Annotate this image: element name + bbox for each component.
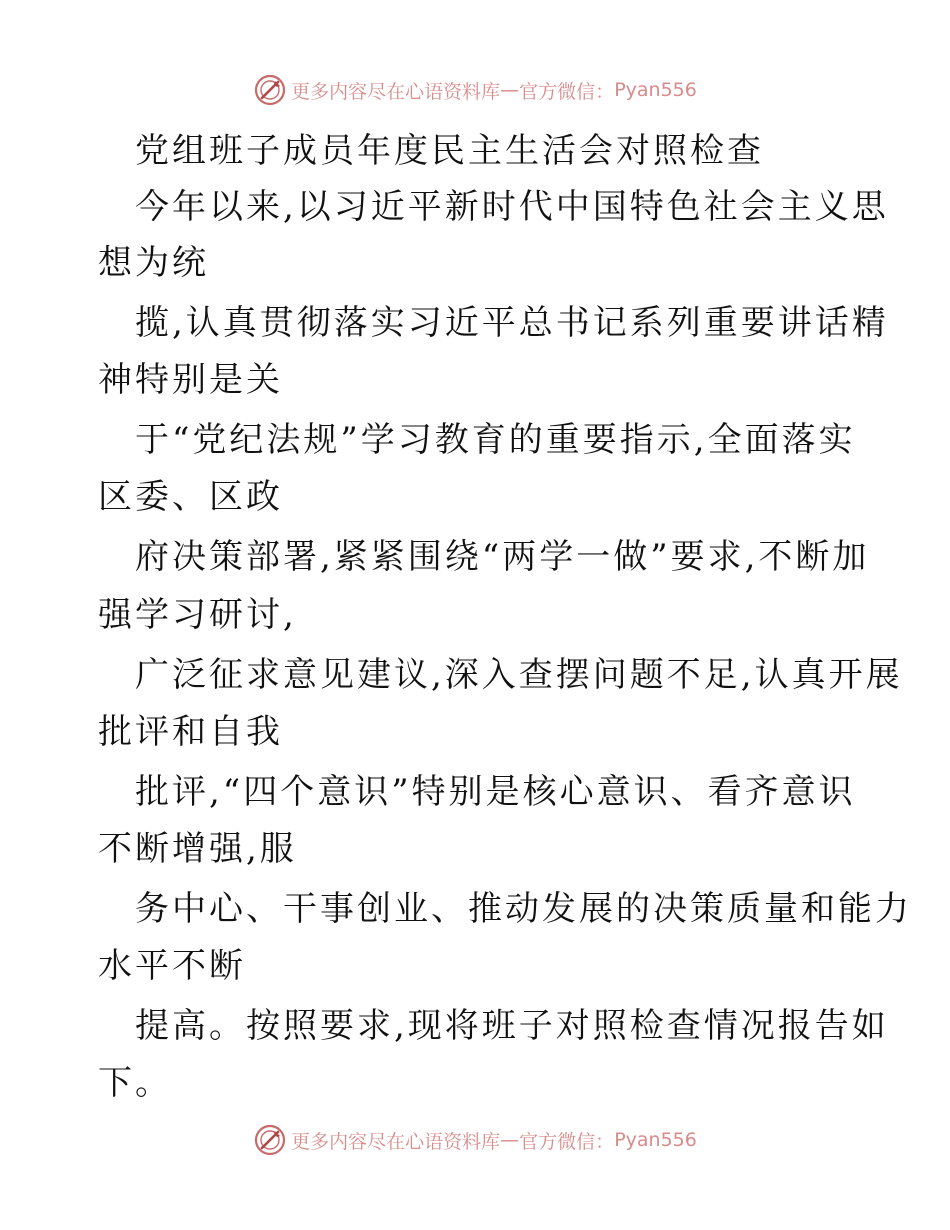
banner-site-text: 更多内容尽在心语资料库: [291, 1130, 501, 1153]
paragraph-line: 批评,“四个意识”特别是核心意识、看齐意识: [135, 772, 856, 812]
paragraph-line: 批评和自我: [98, 712, 283, 752]
paragraph-line: 府决策部署,紧紧围绕“两学一做”要求,不断加: [135, 537, 870, 577]
stamp-logo-icon: [253, 1123, 287, 1157]
document-title: 党组班子成员年度民主生活会对照检查: [135, 131, 764, 171]
paragraph-line: 今年以来,以习近平新时代中国特色社会主义思: [135, 187, 889, 227]
banner-wechat-id: Pyan556: [614, 1129, 697, 1151]
paragraph-line: 于“党纪法规”学习教育的重要指示,全面落实: [135, 420, 856, 460]
paragraph-line: 想为统: [98, 243, 209, 283]
banner-dash: —: [500, 79, 520, 101]
paragraph-line: 水平不断: [98, 946, 246, 986]
footer-banner: [0, 1122, 950, 1158]
paragraph-line: 神特别是关: [98, 360, 283, 400]
banner-wechat-id: Pyan556: [614, 79, 697, 101]
paragraph-line: 下。: [98, 1063, 172, 1103]
paragraph-line: 强学习研讨,: [98, 595, 297, 635]
banner-wechat-label: 官方微信：: [519, 1130, 615, 1153]
banner-dash: —: [500, 1129, 520, 1151]
paragraph-line: 区委、区政: [98, 477, 283, 517]
paragraph-line: 务中心、干事创业、推动发展的决策质量和能力: [135, 889, 912, 929]
banner-site-text: 更多内容尽在心语资料库: [291, 80, 501, 103]
paragraph-line: 广泛征求意见建议,深入查摆问题不足,认真开展: [135, 655, 903, 695]
header-banner: [0, 72, 950, 108]
paragraph-line: 揽,认真贯彻落实习近平总书记系列重要讲话精: [135, 303, 889, 343]
banner-wechat-label: 官方微信：: [519, 80, 615, 103]
paragraph-line: 提高。按照要求,现将班子对照检查情况报告如: [135, 1006, 889, 1046]
stamp-logo-icon: [253, 73, 287, 107]
paragraph-line: 不断增强,服: [98, 829, 297, 869]
